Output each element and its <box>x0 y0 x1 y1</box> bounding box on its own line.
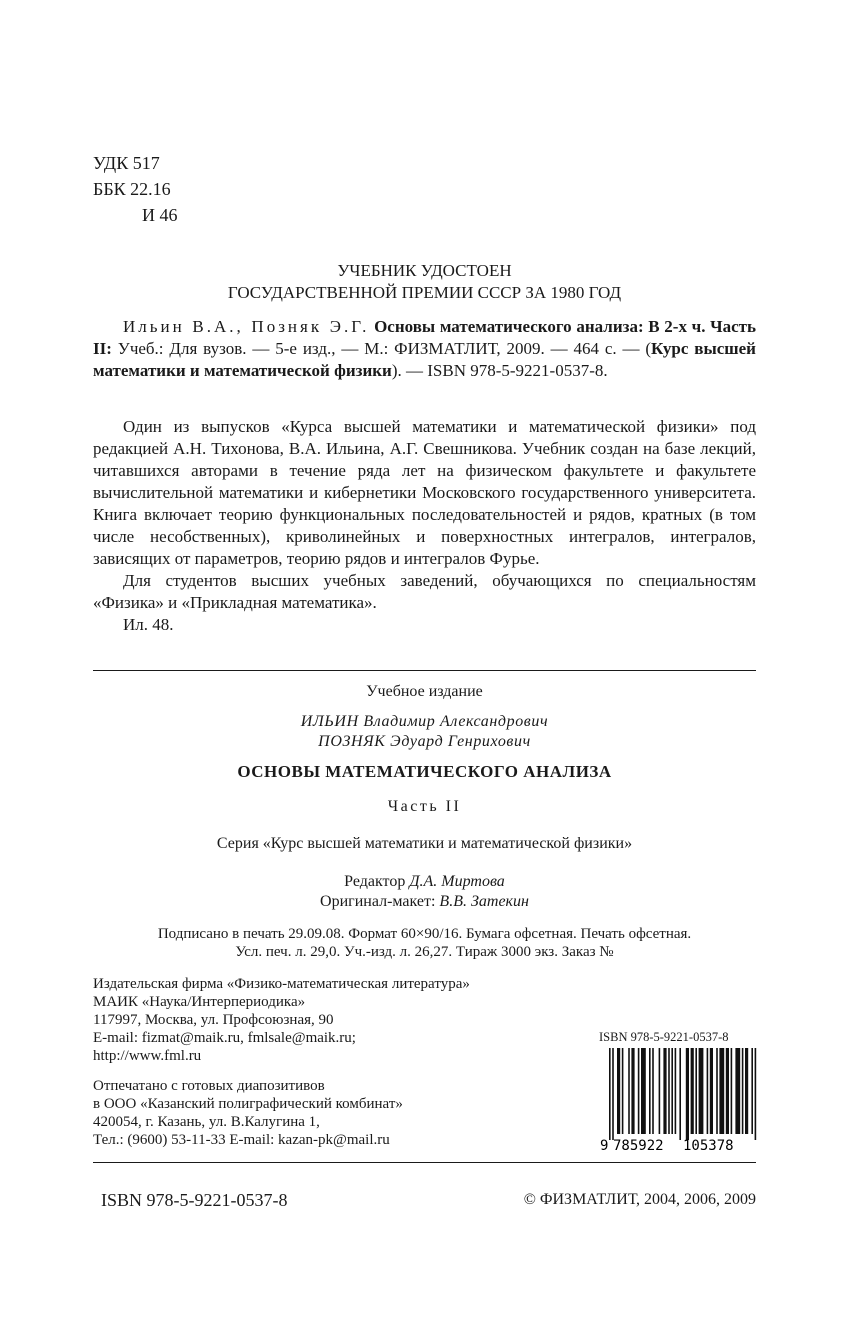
barcode-bar <box>649 1048 651 1134</box>
barcode-bar <box>710 1048 713 1134</box>
barcode-bar <box>745 1048 748 1134</box>
citation-details: Учеб.: Для вузов. — 5-е изд., — М.: ФИЗМАТЛИТ, 2009. — 464 с. — ( <box>117 339 652 358</box>
barcode-bar <box>699 1048 704 1134</box>
printer-line-3: 420054, г. Казань, ул. В.Калугина 1, <box>93 1114 320 1130</box>
barcode-bar <box>735 1048 740 1134</box>
abstract-paragraph-2: Для студентов высших учебных заведений, обучающихся по специальностям «Физика» и «Прикладная математика». <box>93 571 756 612</box>
abstract <box>93 416 756 636</box>
barcode-bar <box>691 1048 694 1134</box>
divider-bottom <box>93 1162 756 1163</box>
editor-line <box>93 872 756 892</box>
publisher-line-2: МАИК «Наука/Интерпериодика» <box>93 994 306 1010</box>
barcode-bar <box>659 1048 661 1134</box>
citation-series: Курс высшей математики и математической физики <box>93 339 756 380</box>
barcode-bar <box>695 1048 697 1134</box>
barcode-bar <box>652 1048 654 1134</box>
barcode-bar <box>679 1048 681 1140</box>
publisher-email: E-mail: fizmat@maik.ru, fmlsale@maik.ru; <box>93 1030 356 1046</box>
publisher-line-3: 117997, Москва, ул. Профсоюзная, 90 <box>93 1012 334 1028</box>
barcode-bar <box>663 1048 666 1134</box>
editor-name: Д.А. Миртова <box>409 873 505 890</box>
author-2: ПОЗНЯК Эдуард Генрихович <box>318 733 531 750</box>
barcode-graphic <box>599 1044 757 1154</box>
abstract-paragraph-3: Ил. 48. <box>123 615 174 634</box>
part-number: Часть II <box>387 798 462 815</box>
layout-name: В.В. Затекин <box>439 893 529 910</box>
copyright-symbol: © <box>523 1191 536 1208</box>
printer-line-1: Отпечатано с готовых диапозитивов <box>93 1078 325 1094</box>
barcode-bar <box>731 1048 733 1134</box>
barcode-bar <box>675 1048 677 1134</box>
barcode-bar <box>686 1048 689 1140</box>
series-line: Серия «Курс высшей математики и математической физики» <box>216 835 633 852</box>
publisher-website: http://www.fml.ru <box>93 1048 202 1064</box>
barcode-bar <box>617 1048 620 1134</box>
barcode-bar <box>726 1048 729 1134</box>
barcode-isbn-label: ISBN 978-5-9221-0537-8 <box>599 1030 729 1044</box>
barcode-digit-first: 9 <box>600 1138 609 1154</box>
citation-tail: ). — ISBN 978-5-9221-0537-8. <box>391 361 608 380</box>
barcode-bar <box>628 1048 630 1134</box>
barcode-bar <box>671 1048 673 1134</box>
footer-copyright <box>524 1190 756 1210</box>
classification-block <box>93 150 178 228</box>
printer-info <box>93 1077 403 1149</box>
print-specs-line-2: Усл. печ. л. 29,0. Уч.-изд. л. 26,27. Тираж 3000 экз. Заказ № <box>235 944 614 960</box>
bibliographic-citation <box>93 316 756 382</box>
barcode-bar <box>622 1048 624 1134</box>
barcode-bar <box>638 1048 640 1134</box>
author-1: ИЛЬИН Владимир Александрович <box>300 713 549 730</box>
barcode-bar <box>755 1048 757 1140</box>
barcode-bar <box>641 1048 646 1134</box>
barcode-bar <box>609 1048 611 1140</box>
barcode-bar <box>612 1048 614 1140</box>
barcode-bar <box>751 1048 753 1134</box>
barcode-bar <box>707 1048 709 1134</box>
editors-block <box>93 872 756 912</box>
copyright-text: ФИЗМАТЛИТ, 2004, 2006, 2009 <box>539 1191 756 1208</box>
barcode-digits-right: 105378 <box>683 1138 734 1154</box>
prize-line-1: УЧЕБНИК УДОСТОЕН <box>337 261 512 280</box>
barcode-bar <box>668 1048 670 1134</box>
layout-label: Оригинал-макет: <box>320 893 436 910</box>
divider-top <box>93 670 756 671</box>
editor-label: Редактор <box>344 873 406 890</box>
barcode-digits-left: 785922 <box>613 1138 664 1154</box>
abstract-paragraph-1: Один из выпусков «Курса высшей математики и математической физики» под редакцией А.Н. Тихонова, В.А. Ильина, А.Г. Свешникова. Учебник создан на базе лекций, читавшихся авторами в течение ряда лет на физическом факультете и факультете вычислительной математики и кибернетики Московского государственного университета. Книга включает теорию функциональных последовательностей и рядов, кратных (в том числе несобственных), криволинейных и поверхностных интегралов, интегралов, зависящих от параметров, теорию рядов и интегралов Фурье. <box>93 417 756 568</box>
barcode-bar <box>719 1048 724 1134</box>
authors-block <box>93 712 756 752</box>
prize-notice <box>93 260 756 304</box>
udk-code: УДК 517 <box>93 153 160 173</box>
printer-line-4: Тел.: (9600) 53-11-33 E-mail: kazan-pk@mail.ru <box>93 1132 390 1148</box>
author-mark: И 46 <box>142 205 178 225</box>
publisher-line-1: Издательская фирма «Физико-математическая литература» <box>93 976 470 992</box>
barcode-bar <box>716 1048 718 1134</box>
print-specs <box>93 925 756 961</box>
citation-title: Основы математического анализа: В 2-х ч. Часть II: <box>93 317 756 358</box>
footer-isbn: ISBN 978-5-9221-0537-8 <box>101 1190 288 1210</box>
barcode-bar <box>631 1048 634 1134</box>
bbk-code: ББК 22.16 <box>93 179 171 199</box>
citation-authors: Ильин В.А., Позняк Э.Г. <box>123 317 370 336</box>
publisher-info <box>93 975 470 1065</box>
layout-line <box>93 892 756 912</box>
isbn-barcode <box>599 1030 757 1156</box>
barcode-bars <box>609 1048 757 1140</box>
barcode-bar <box>742 1048 744 1134</box>
print-specs-line-1: Подписано в печать 29.09.08. Формат 60×90/16. Бумага офсетная. Печать офсетная. <box>157 926 692 942</box>
printer-line-2: в ООО «Казанский полиграфический комбинат» <box>93 1096 403 1112</box>
book-title: ОСНОВЫ МАТЕМАТИЧЕСКОГО АНАЛИЗА <box>237 762 612 781</box>
edition-type: Учебное издание <box>366 683 483 700</box>
prize-line-2: ГОСУДАРСТВЕННОЙ ПРЕМИИ СССР ЗА 1980 ГОД <box>227 283 622 302</box>
